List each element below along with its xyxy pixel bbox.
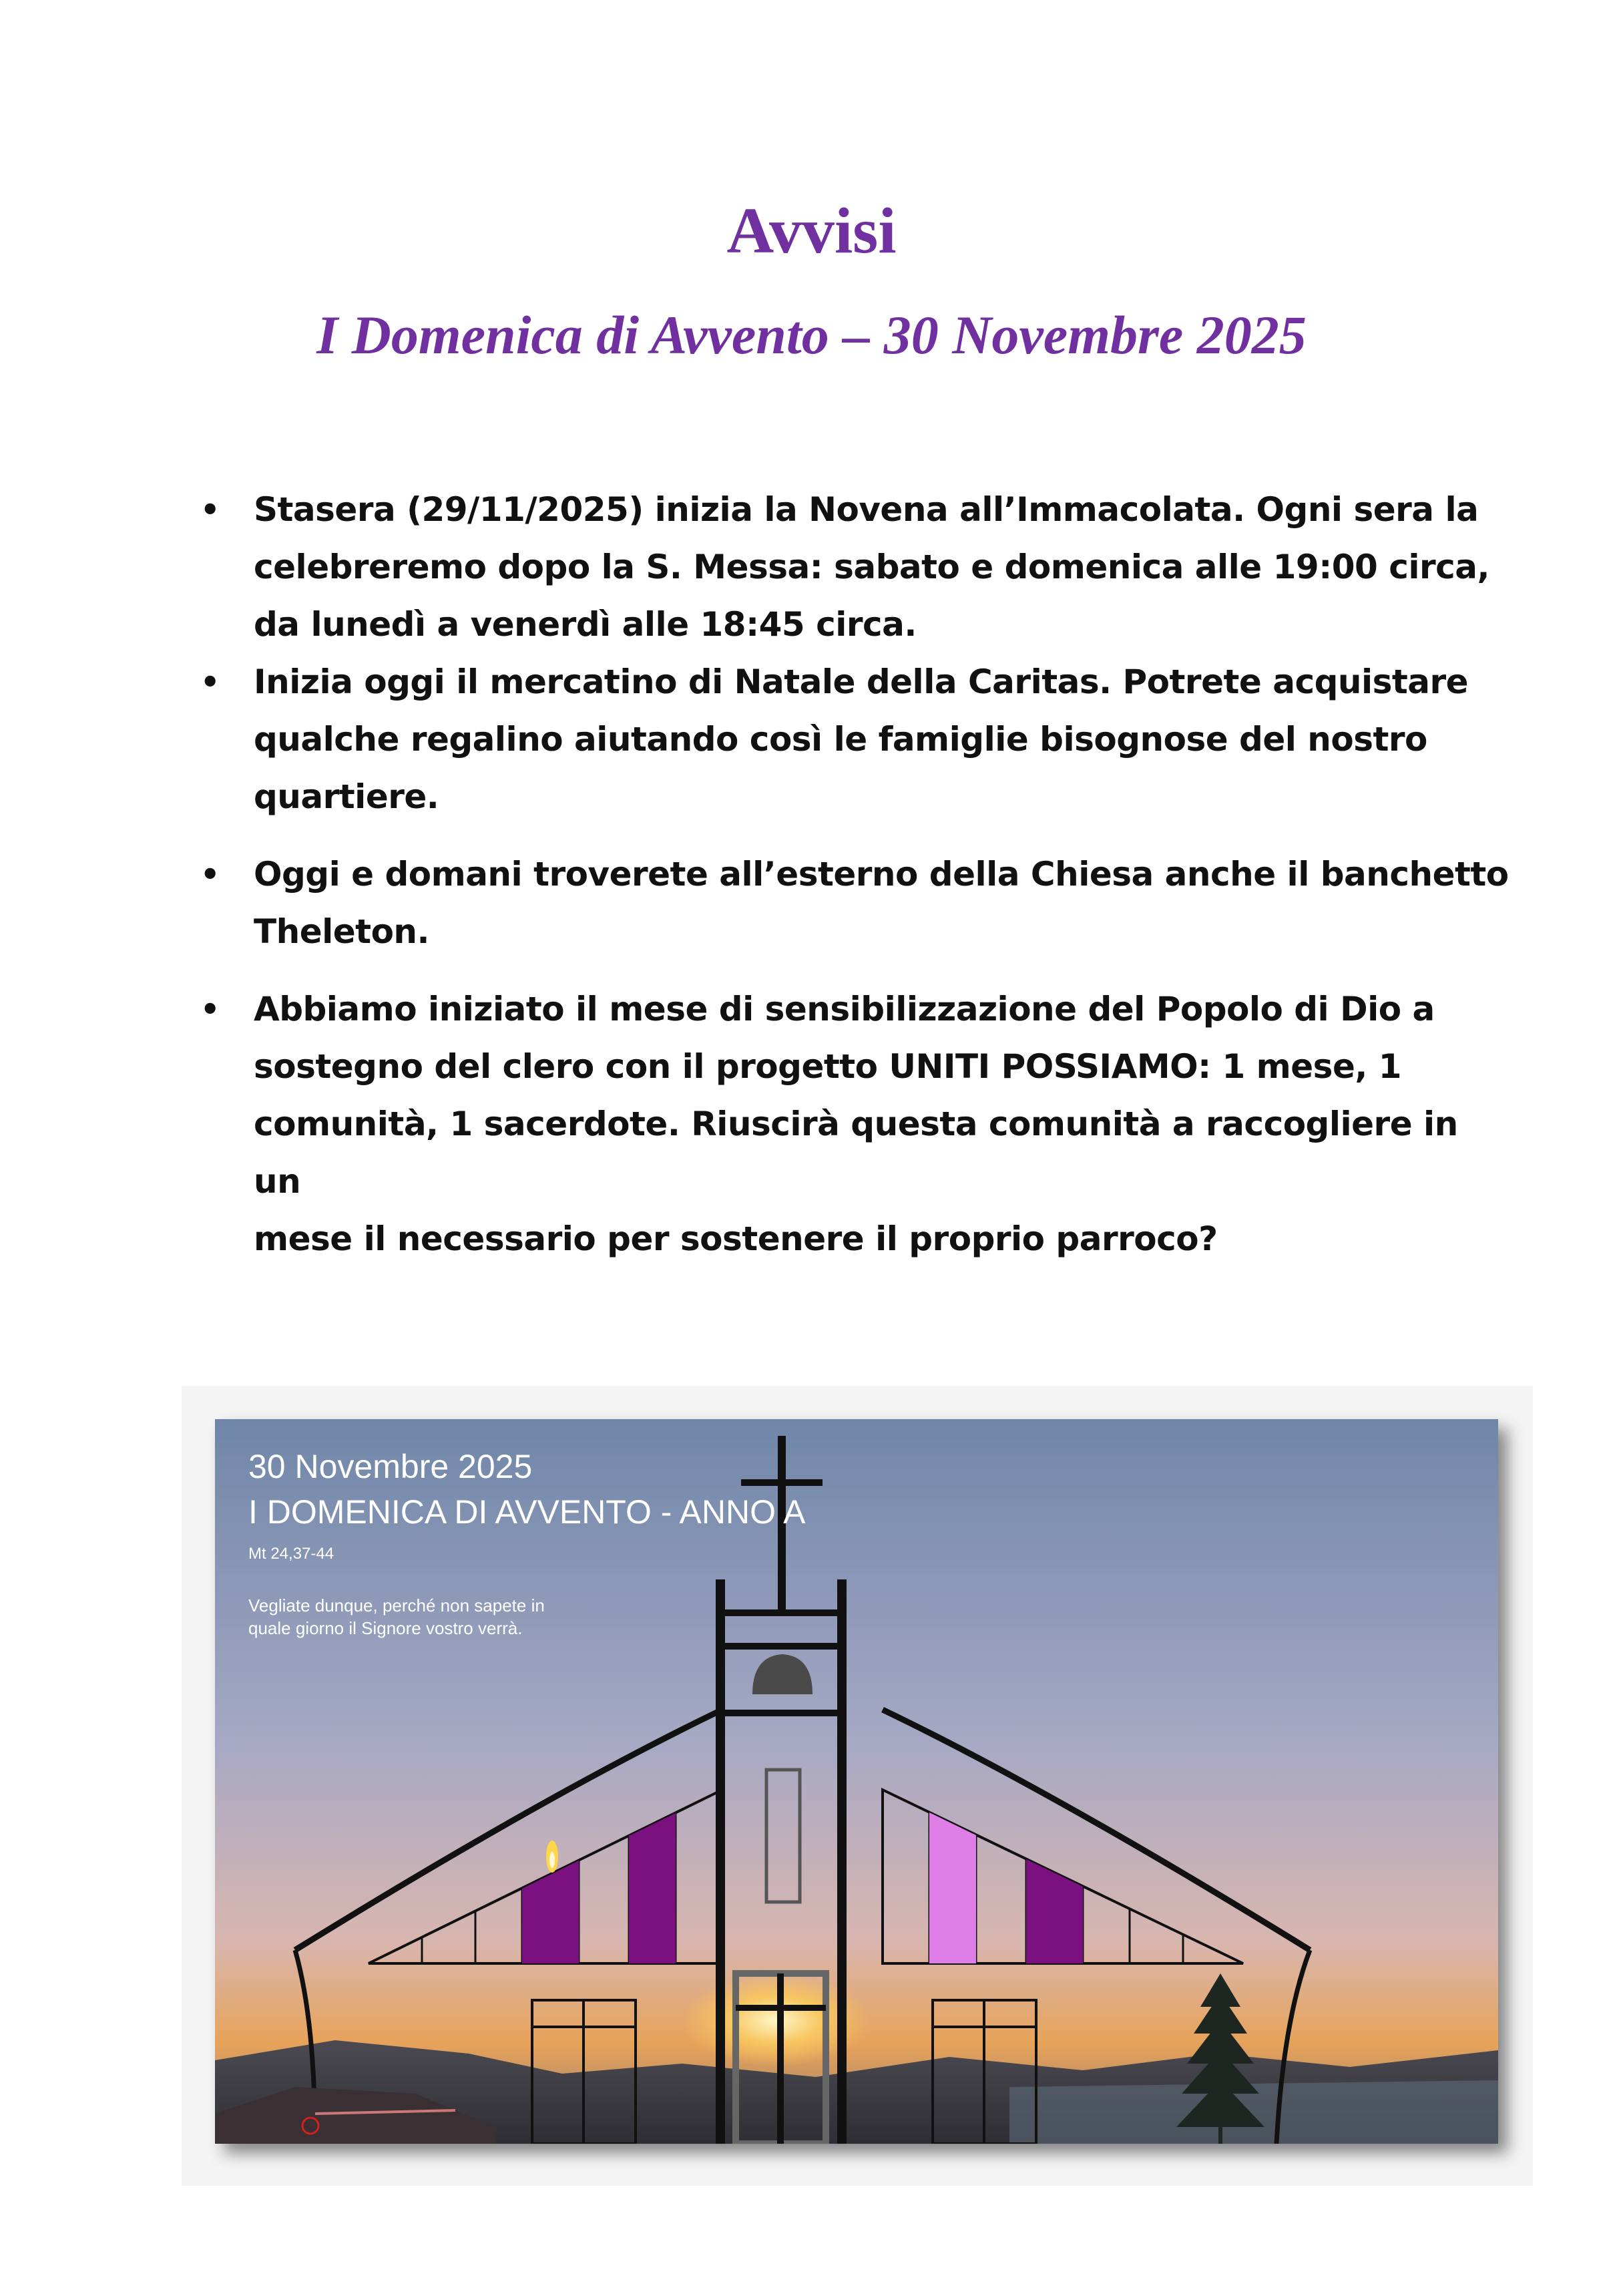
notice-item [200, 481, 1509, 653]
page-subtitle: I Domenica di Avvento – 30 Novembre 2025 [316, 305, 1307, 365]
notice-item [200, 980, 1509, 1268]
notice-line: comunità, 1 sacerdote. Riuscirà questa comunità a raccogliere in un [254, 1105, 1458, 1201]
notice-line: quartiere. [254, 777, 439, 816]
page-title: Avvisi [726, 195, 897, 267]
bullet-icon: • [200, 856, 220, 892]
candle-pink [929, 1812, 976, 1963]
notice-item [200, 653, 1509, 825]
banner-verse [248, 1594, 582, 1640]
notice-item [200, 845, 1509, 960]
advent-banner-image [215, 1419, 1498, 2144]
notice-line: Abbiamo iniziato il mese di sensibilizzazione del Popolo di Dio a [254, 990, 1435, 1028]
notice-line: Oggi e domani troverete all’esterno della Chiesa anche il banchetto [254, 855, 1509, 894]
notice-line: Inizia oggi il mercatino di Natale della Caritas. Potrete acquistare [254, 662, 1469, 701]
notice-line: Theleton. [254, 912, 430, 951]
notice-line: Stasera (29/11/2025) inizia la Novena all’Immacolata. Ogni sera la [254, 490, 1479, 529]
tower-right-post [837, 1579, 847, 2144]
banner-title: I DOMENICA DI AVVENTO - ANNO A [248, 1493, 806, 1531]
notice-line: mese il necessario per sostenere il proprio parroco? [254, 1219, 1218, 1258]
banner-reference: Mt 24,37-44 [248, 1545, 334, 1563]
banner-date: 30 Novembre 2025 [248, 1448, 533, 1485]
candle-purple-2 [629, 1813, 676, 1963]
bullet-icon: • [200, 991, 220, 1027]
bullet-icon: • [200, 492, 220, 528]
notice-line: sostegno del clero con il progetto UNITI POSSIAMO: 1 mese, 1 [254, 1047, 1402, 1086]
notices-list [200, 481, 1509, 1268]
bullet-icon: • [200, 664, 220, 700]
notice-line: da lunedì a venerdì alle 18:45 circa. [254, 605, 917, 644]
notice-line: celebreremo dopo la S. Messa: sabato e domenica alle 19:00 circa, [254, 548, 1489, 586]
banner-verse-line: Vegliate dunque, perché non sapete in [248, 1595, 545, 1615]
banner-verse-line: quale giorno il Signore vostro verrà. [248, 1618, 523, 1638]
notice-line: qualche regalino aiutando così le famiglie bisognose del nostro [254, 720, 1427, 759]
tower-left-post [716, 1579, 725, 2144]
